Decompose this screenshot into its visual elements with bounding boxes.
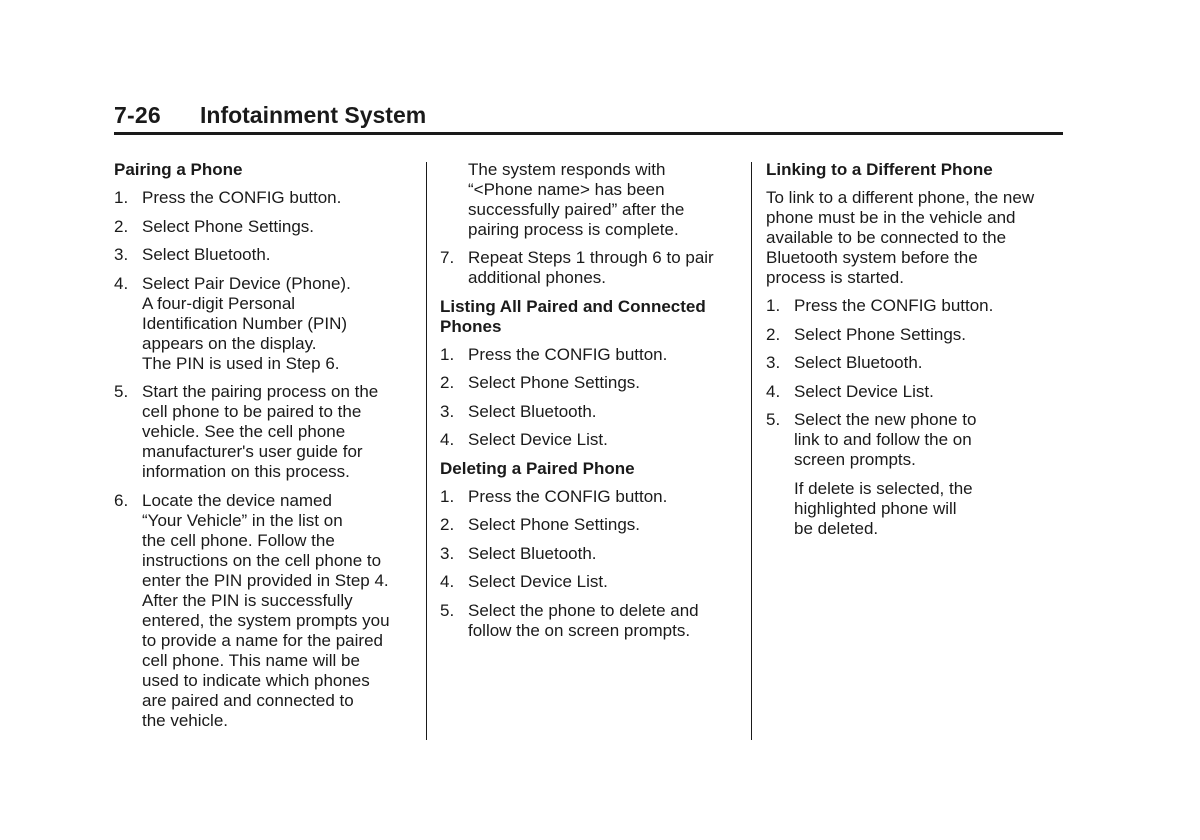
linking-note: If delete is selected, the highlighted phone will be deleted.: [794, 478, 973, 538]
deleting-steps: [440, 487, 740, 641]
page-number: 7-26: [114, 102, 161, 128]
pairing-step: 3. Select Bluetooth.: [114, 245, 271, 264]
section-title: Infotainment System: [200, 102, 427, 128]
column-2: [440, 160, 740, 649]
linking-intro: To link to a different phone, the new phone must be in the vehicle and available to be connected to the Bluetooth system before the process is started.: [766, 188, 1035, 287]
column-divider-1: [426, 162, 427, 740]
listing-step: 4. Select Device List.: [440, 430, 608, 449]
linking-step: 1. Press the CONFIG button.: [766, 296, 994, 315]
column-1: [114, 160, 414, 739]
linking-step: 3. Select Bluetooth.: [766, 353, 923, 372]
linking-steps: [766, 296, 1066, 470]
listing-step: 2. Select Phone Settings.: [440, 373, 641, 392]
linking-step: 4. Select Device List.: [766, 381, 934, 401]
deleting-step: 3. Select Bluetooth.: [440, 543, 597, 563]
deleting-step: 5. Select the phone to delete and follow the on screen prompts.: [440, 600, 699, 640]
pairing-step: 1. Press the CONFIG button.: [114, 188, 342, 207]
pairing-step: 2. Select Phone Settings.: [114, 216, 315, 236]
heading-deleting-paired-phone: Deleting a Paired Phone: [440, 458, 635, 478]
deleting-step: 1. Press the CONFIG button.: [440, 486, 668, 506]
page-header: [114, 100, 1063, 135]
pairing-step: 5. Start the pairing process on the cell phone to be paired to the vehicle. See the cell phone manufacturer's user guide for information on this process.: [114, 382, 379, 481]
heading-listing-paired-phones: Listing All Paired and Connected Phones: [440, 296, 706, 336]
heading-linking-different-phone: Linking to a Different Phone: [766, 160, 993, 179]
column-divider-2: [751, 162, 752, 740]
listing-step: 1. Press the CONFIG button.: [440, 344, 668, 364]
pairing-continuation: The system responds with “<Phone name> has been successfully paired” after the pairing process is complete.: [468, 160, 685, 239]
pairing-steps-continued: [440, 248, 740, 288]
linking-step: 5. Select the new phone to link to and follow the on screen prompts.: [766, 410, 977, 469]
linking-step: 2. Select Phone Settings.: [766, 324, 967, 344]
deleting-step: 4. Select Device List.: [440, 572, 608, 591]
pairing-step: 4. Select Pair Device (Phone). A four-digit Personal Identification Number (PIN) appears on the display. The PIN is used in Step 6.: [114, 273, 351, 373]
column-3: [766, 160, 1066, 547]
pairing-steps: [114, 188, 414, 731]
heading-pairing-a-phone: Pairing a Phone: [114, 160, 243, 179]
pairing-step: 6. Locate the device named “Your Vehicle” in the list on the cell phone. Follow the instructions on the cell phone to enter the PIN provided in Step 4. After the PIN is successfully entered, the system prompts you to provide a name for the paired cell phone. This name will be used to indicate which phones are paired and connected to the vehicle.: [114, 490, 390, 730]
listing-step: 3. Select Bluetooth.: [440, 401, 597, 421]
deleting-step: 2. Select Phone Settings.: [440, 515, 641, 534]
pairing-step: 7. Repeat Steps 1 through 6 to pair additional phones.: [440, 248, 714, 287]
listing-steps: [440, 345, 740, 451]
